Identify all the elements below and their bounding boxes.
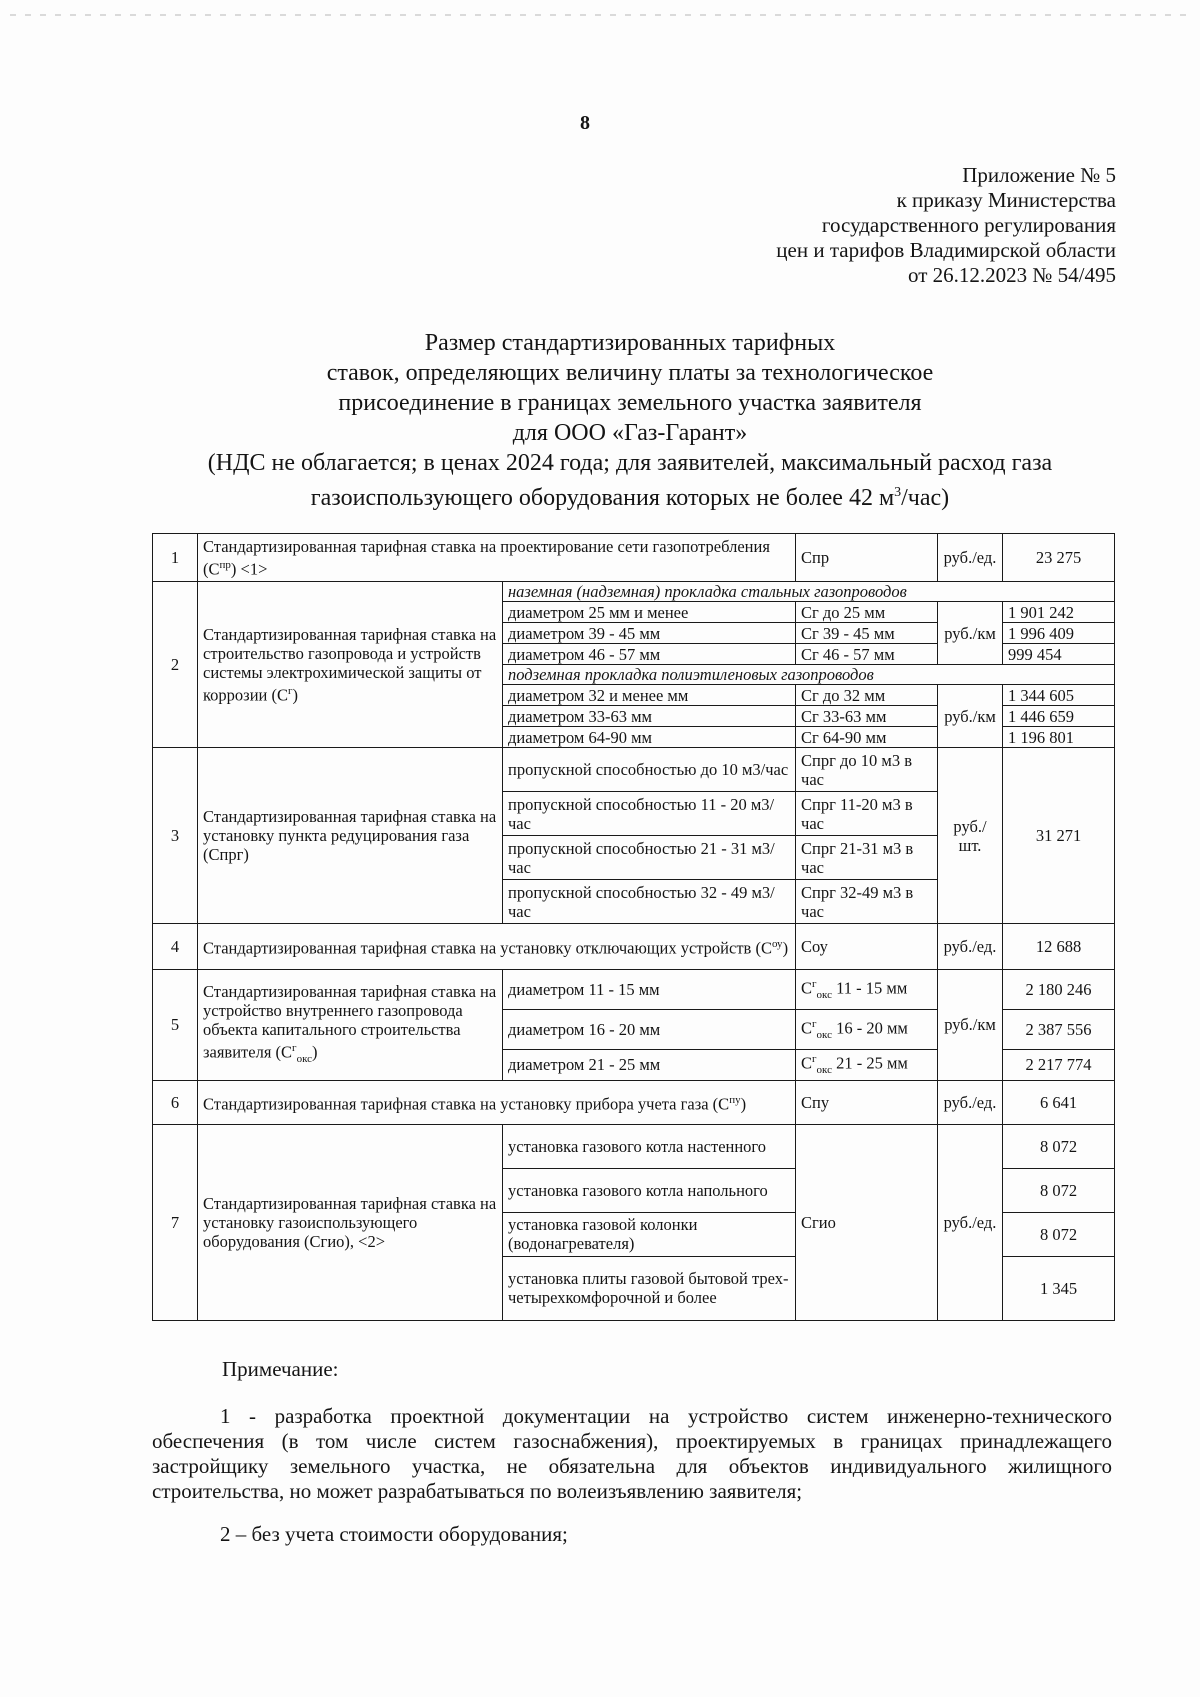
item-value: 1 345 [1003, 1256, 1115, 1320]
item-label: пропускной способностью до 10 м3/час [503, 748, 796, 792]
item-value: 8 072 [1003, 1212, 1115, 1256]
rate-name: Стандартизированная тарифная ставка на проектирование сети газопотребления $(С^{пр}) <1>$ [198, 534, 796, 582]
rate-unit: руб./ед. [938, 924, 1003, 970]
rate-name: Стандартизированная тарифная ставка на установку отключающих устройств $(С^{оу})$ [198, 924, 796, 970]
page-number: 8 [580, 112, 590, 134]
item-code: Сг 64-90 мм [796, 727, 938, 748]
rate-value: 31 271 [1003, 748, 1115, 924]
document-title [130, 328, 1130, 513]
table-row [153, 970, 1115, 1010]
rate-value: 23 275 [1003, 534, 1115, 582]
rate-code: Спр [796, 534, 938, 582]
item-value: 2 387 556 [1003, 1010, 1115, 1050]
item-value: 1 446 659 [1003, 706, 1115, 727]
rate-unit: руб./ед. [938, 1080, 1003, 1124]
rate-unit: руб./км [938, 602, 1003, 665]
item-label: пропускной способностью 21 - 31 м3/час [503, 836, 796, 880]
rate-name: Стандартизированная тарифная ставка на установку прибора учета газа $(С^{пу})$ [198, 1080, 796, 1124]
rate-unit: руб./км [938, 685, 1003, 748]
item-label: диаметром 25 мм и менее [503, 602, 796, 623]
appendix-line: Приложение № 5 [962, 163, 1116, 187]
row-number: 6 [153, 1080, 198, 1124]
appendix-header [776, 163, 1116, 288]
item-code: Сг 39 - 45 мм [796, 623, 938, 644]
item-code: Сг 46 - 57 мм [796, 644, 938, 665]
row-number: 3 [153, 748, 198, 924]
rate-name: Стандартизированная тарифная ставка на установку газоиспользующего оборудования (Сгио), <2> [198, 1124, 503, 1320]
item-value: 999 454 [1003, 644, 1115, 665]
rate-unit: руб./км [938, 970, 1003, 1081]
scan-edge-noise [0, 14, 1200, 16]
item-value: 1 196 801 [1003, 727, 1115, 748]
notes-heading: Примечание: [222, 1357, 339, 1381]
item-code: Сг до 32 мм [796, 685, 938, 706]
table-row [153, 748, 1115, 792]
rate-name: Стандартизированная тарифная ставка на устройство внутреннего газопровода объекта капитального строительства заявителя $(С^г_{окс})$ [198, 970, 503, 1081]
title-line: (НДС не облагается; в ценах 2024 года; для заявителей, максимальный расход газа [207, 450, 1053, 476]
rate-name: Стандартизированная тарифная ставка на установку пункта редуцирования газа (Спрг) [198, 748, 503, 924]
item-value: 1 996 409 [1003, 623, 1115, 644]
item-label: пропускной способностью 11 - 20 м3/час [503, 792, 796, 836]
item-code: $С^г_{окс}$ 11 - 15 мм [796, 970, 938, 1010]
item-code: Сг до 25 мм [796, 602, 938, 623]
note-1: 1 - разработка проектной документации на устройство систем инженерно-технического обеспечения (в том числе систем газоснабжения), проектируемых в границах принадлежащего застройщику земельного участка, не обязательна для объектов индивидуального жилищного строительства, но может разрабатываться по волеизъявлению заявителя; [152, 1404, 1112, 1503]
item-label: диаметром 11 - 15 мм [503, 970, 796, 1010]
note-2: 2 – без учета стоимости оборудования; [220, 1522, 568, 1546]
rate-unit: руб./ед. [938, 534, 1003, 582]
item-label: установка газовой колонки (водонагревателя) [503, 1212, 796, 1256]
title-line: Размер стандартизированных тарифных [424, 330, 836, 356]
item-label: диаметром 33-63 мм [503, 706, 796, 727]
item-label: установка газового котла напольного [503, 1168, 796, 1212]
item-code: $С^г_{окс}$ 16 - 20 мм [796, 1010, 938, 1050]
item-label: диаметром 64-90 мм [503, 727, 796, 748]
appendix-line: цен и тарифов Владимирской области [776, 238, 1116, 262]
row-number: 1 [153, 534, 198, 582]
rate-value: 12 688 [1003, 924, 1115, 970]
item-code: Спрг 32-49 м3 в час [796, 880, 938, 924]
row-number: 5 [153, 970, 198, 1081]
subsection-heading: наземная (надземная) прокладка стальных газопроводов [503, 582, 1115, 602]
item-code: Спрг до 10 м3 в час [796, 748, 938, 792]
item-value: 1 901 242 [1003, 602, 1115, 623]
item-label: диаметром 39 - 45 мм [503, 623, 796, 644]
title-line: ставок, определяющих величину платы за технологическое [326, 360, 934, 386]
item-code: $С^г_{окс}$ 21 - 25 мм [796, 1050, 938, 1081]
item-label: диаметром 16 - 20 мм [503, 1010, 796, 1050]
item-label: установка газового котла настенного [503, 1124, 796, 1168]
item-label: диаметром 32 и менее мм [503, 685, 796, 706]
tariff-table [152, 533, 1115, 1321]
rate-code: Соу [796, 924, 938, 970]
row-number: 7 [153, 1124, 198, 1320]
item-label: установка плиты газовой бытовой трех-четырехкомфорочной и более [503, 1256, 796, 1320]
row-number: 4 [153, 924, 198, 970]
table-row [153, 1124, 1115, 1168]
row-number: 2 [153, 582, 198, 748]
rate-code: Сгио [796, 1124, 938, 1320]
item-label: пропускной способностью 32 - 49 м3/час [503, 880, 796, 924]
item-code: Спрг 21-31 м3 в час [796, 836, 938, 880]
appendix-line: к приказу Министерства [896, 188, 1116, 212]
item-value: 1 344 605 [1003, 685, 1115, 706]
item-code: Спрг 11-20 м3 в час [796, 792, 938, 836]
table-row [153, 582, 1115, 602]
item-value: 8 072 [1003, 1124, 1115, 1168]
item-value: 2 180 246 [1003, 970, 1115, 1010]
title-line: газоиспользующего оборудования которых не более 42 $м^3/час$) [310, 485, 950, 511]
rate-code: Спу [796, 1080, 938, 1124]
subsection-heading: подземная прокладка полиэтиленовых газопроводов [503, 665, 1115, 685]
rate-unit: руб./ед. [938, 1124, 1003, 1320]
notes-section [152, 1357, 1112, 1547]
item-label: диаметром 21 - 25 мм [503, 1050, 796, 1081]
rate-value: 6 641 [1003, 1080, 1115, 1124]
title-line: присоединение в границах земельного участка заявителя [338, 390, 922, 416]
item-label: диаметром 46 - 57 мм [503, 644, 796, 665]
title-line: для ООО «Газ-Гарант» [512, 420, 748, 446]
table-row [153, 534, 1115, 582]
table-row [153, 1080, 1115, 1124]
item-value: 2 217 774 [1003, 1050, 1115, 1081]
item-code: Сг 33-63 мм [796, 706, 938, 727]
item-value: 8 072 [1003, 1168, 1115, 1212]
rate-unit: руб./шт. [938, 748, 1003, 924]
table-row [153, 924, 1115, 970]
appendix-line: государственного регулирования [821, 213, 1116, 237]
rate-name: Стандартизированная тарифная ставка на строительство газопровода и устройств системы электрохимической защиты от коррозии $(С^г)$ [198, 582, 503, 748]
appendix-line: от 26.12.2023 № 54/495 [907, 263, 1116, 287]
